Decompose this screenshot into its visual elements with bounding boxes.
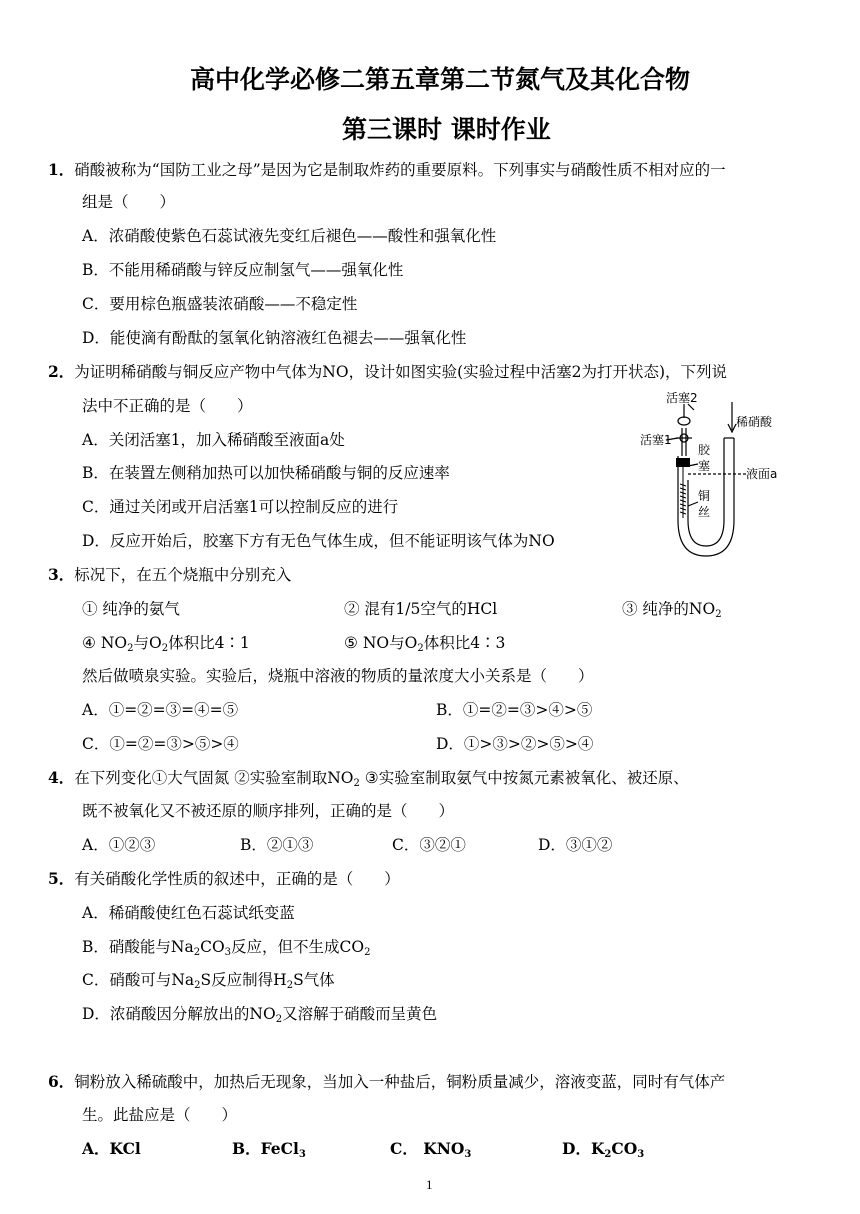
label-copper-1: 铜 — [698, 489, 711, 503]
option-a: A．浓硝酸使紫色石蕊试液先变红后褪色——酸性和强氧化性 — [82, 227, 497, 245]
label-copper-2: 丝 — [698, 505, 711, 519]
question-2-stem — [48, 362, 727, 382]
item-1: ① 纯净的氨气 — [82, 600, 180, 618]
option-d: D．$K_2CO_3$ — [562, 1139, 645, 1160]
label-dilute-nitric-acid: 稀硝酸 — [736, 415, 773, 429]
option-a: A．KCl — [82, 1139, 141, 1158]
option-b: B．硝酸能与$Na_2CO_3$反应，但不生成$CO_2$ — [82, 938, 371, 958]
option-a: A．①②③ — [82, 836, 156, 854]
label-liquid-level: 液面a — [746, 467, 778, 481]
page-title: 高中化学必修二第五章第二节氮气及其化合物 — [190, 65, 691, 94]
option-b: B．①=②=③>④>⑤ — [436, 701, 593, 719]
question-number: 5． — [48, 869, 75, 888]
question-text: 标况下，在五个烧瓶中分别充入 — [74, 566, 292, 584]
option-d: D．①>③>②>⑤>④ — [436, 735, 594, 753]
question-number: 2． — [48, 362, 75, 381]
label-stopper-2: 塞 — [698, 459, 711, 473]
item-3: ③ 纯净的$NO_2$ — [622, 600, 722, 620]
question-3-stem-cont: 然后做喷泉实验。实验后，烧瓶中溶液的物质的量浓度大小关系是（ ） — [82, 667, 594, 685]
option-a: A．①=②=③=④=⑤ — [82, 701, 239, 719]
apparatus-diagram — [636, 388, 796, 564]
option-d: D．能使滴有酚酞的氢氧化钠溶液红色褪去——强氧化性 — [82, 329, 467, 347]
option-c: C．要用棕色瓶盛装浓硝酸——不稳定性 — [82, 295, 358, 313]
item-2: ② 混有1/5空气的HCl — [344, 600, 498, 618]
option-d: D．反应开始后，胶塞下方有无色气体生成，但不能证明该气体为NO — [82, 532, 555, 550]
label-stopper-1: 胶 — [698, 443, 711, 457]
option-a: A．关闭活塞1，加入稀硝酸至液面a处 — [82, 431, 345, 449]
question-6-stem — [48, 1072, 725, 1092]
option-c: C．通过关闭或开启活塞1可以控制反应的进行 — [82, 498, 399, 516]
question-6-stem-cont: 生。此盐应是（ ） — [82, 1106, 238, 1124]
option-a: A．稀硝酸使红色石蕊试纸变蓝 — [82, 904, 295, 922]
question-number: 3． — [48, 565, 75, 584]
question-number: 1． — [48, 160, 75, 179]
question-text: 有关硝酸化学性质的叙述中，正确的是（ ） — [74, 870, 400, 888]
question-4-stem: 4．在下列变化①大气固氮 ②实验室制取$NO_2$ ③实验室制取氨气中按氮元素被氧化、被还原、 — [48, 768, 689, 789]
question-1-stem-cont: 组是（ ） — [82, 193, 176, 211]
item-4: ④ $NO_2$与$O_2$体积比4∶1 — [82, 634, 250, 654]
question-number: 4． — [48, 768, 75, 787]
option-c: C．③②① — [392, 836, 466, 854]
option-c: C．硝酸可与$Na_2S$反应制得$H_2S$气体 — [82, 971, 335, 991]
option-b: B．在装置左侧稍加热可以加快稀硝酸与铜的反应速率 — [82, 464, 450, 482]
item-5: ⑤ NO与$O_2$体积比4∶3 — [344, 634, 506, 654]
option-b: B．FeCl$_3$ — [232, 1139, 306, 1160]
question-4-stem-cont: 既不被氧化又不被还原的顺序排列，正确的是（ ） — [82, 802, 455, 820]
question-text: 为证明稀硝酸与铜反应产物中气体为NO，设计如图实验(实验过程中活塞2为打开状态)，下列说 — [74, 363, 728, 381]
question-1-stem — [48, 160, 726, 180]
option-b: B．②①③ — [240, 836, 314, 854]
option-c: C．①=②=③>⑤>④ — [82, 735, 239, 753]
question-3-stem — [48, 565, 291, 585]
option-d: D．浓硝酸因分解放出的$NO_2$又溶解于硝酸而呈黄色 — [82, 1005, 438, 1025]
option-c: C． $KNO_3$ — [390, 1139, 472, 1160]
question-number: 6． — [48, 1072, 75, 1091]
question-5-stem — [48, 869, 400, 889]
label-valve-1: 活塞1 — [640, 433, 672, 447]
option-d: D．③①② — [538, 836, 613, 854]
question-text: 铜粉放入稀硫酸中，加热后无现象，当加入一种盐后，铜粉质量减少，溶液变蓝，同时有气体产 — [74, 1073, 726, 1091]
question-2-stem-cont: 法中不正确的是（ ） — [82, 397, 253, 415]
page-number: 1 — [426, 1177, 433, 1192]
option-b: B．不能用稀硝酸与锌反应制氢气——强氧化性 — [82, 261, 404, 279]
question-text: 硝酸被称为“国防工业之母”是因为它是制取炸药的重要原料。下列事实与硝酸性质不相对应的一 — [74, 161, 726, 179]
label-valve-2: 活塞2 — [666, 391, 698, 405]
page-subtitle: 第三课时 课时作业 — [342, 115, 551, 144]
